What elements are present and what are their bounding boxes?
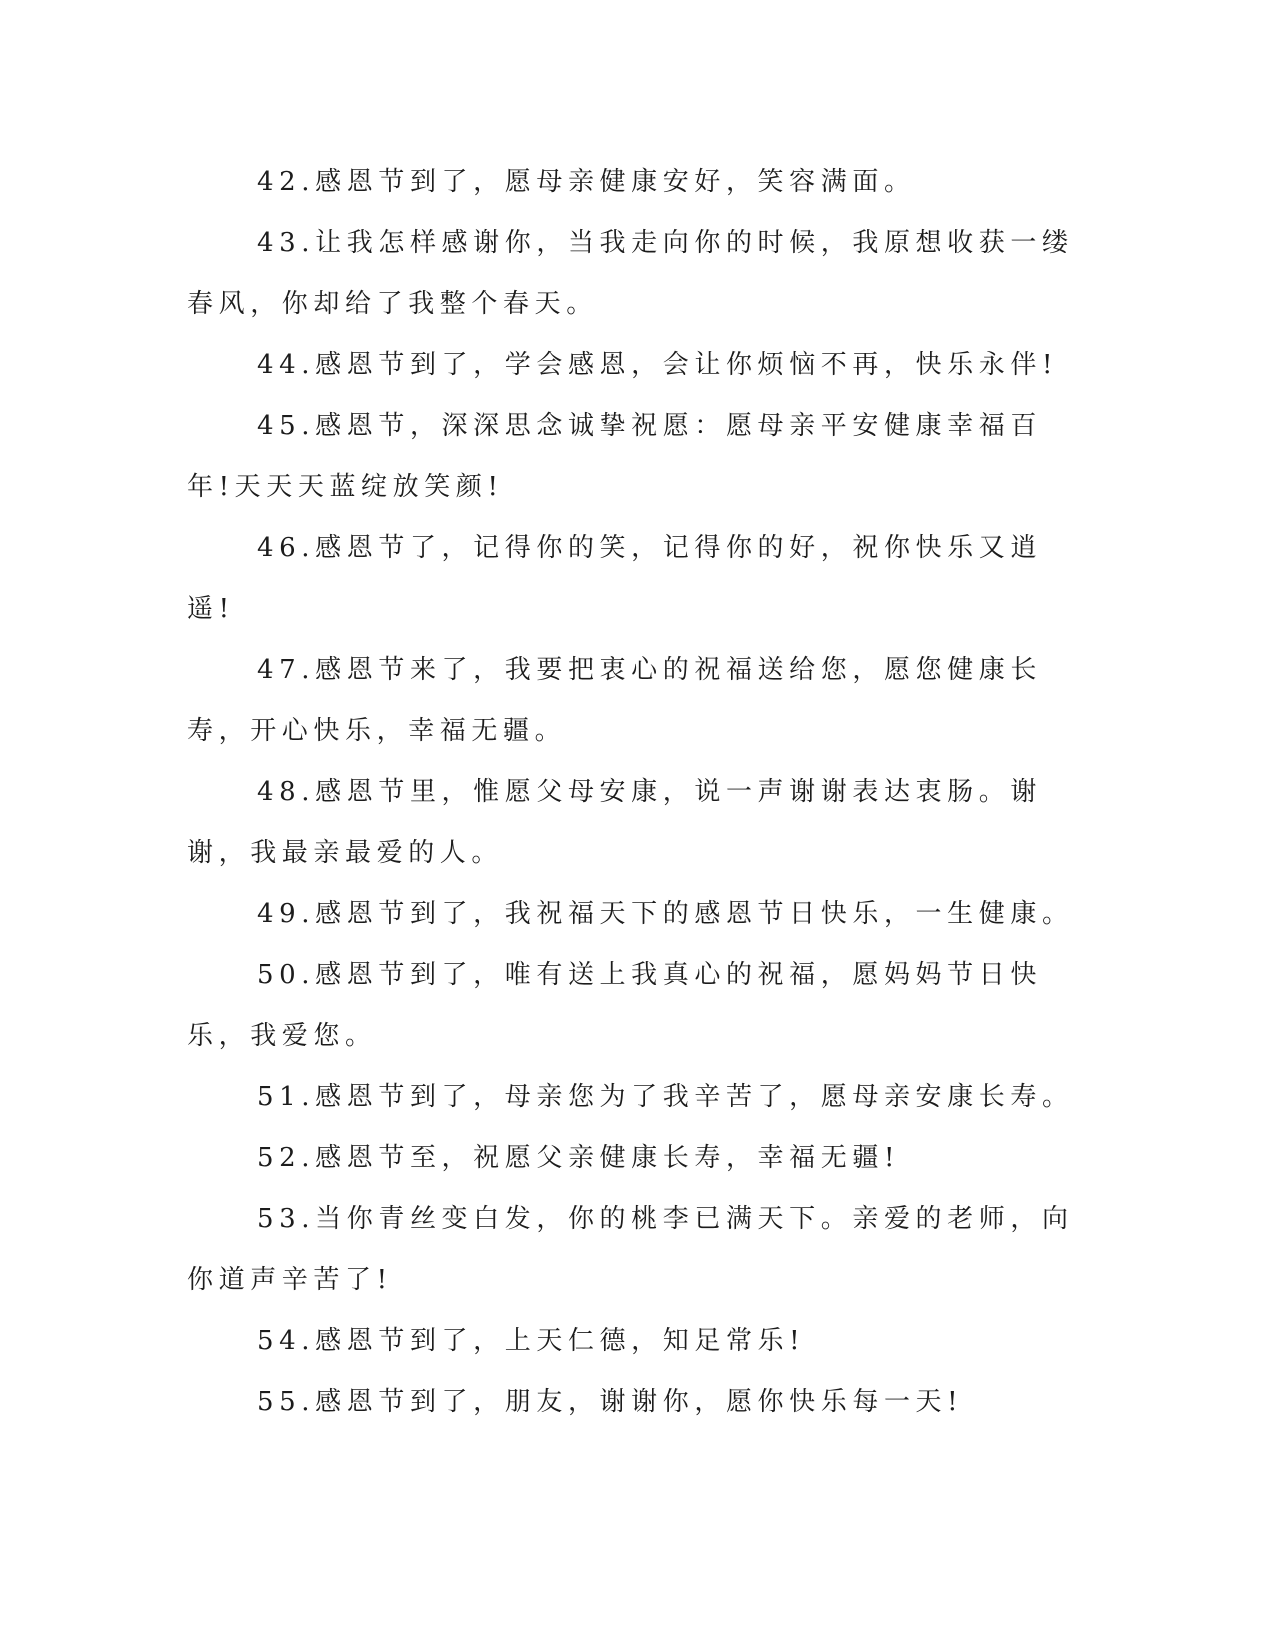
paragraph-47: 47.感恩节来了，我要把衷心的祝福送给您，愿您健康长寿，开心快乐，幸福无疆。 xyxy=(187,655,1042,746)
paragraph-44: 44.感恩节到了，学会感恩，会让你烦恼不再，快乐永伴! xyxy=(257,350,1058,380)
paragraph-52: 52.感恩节至，祝愿父亲健康长寿，幸福无疆! xyxy=(257,1143,900,1173)
document-body xyxy=(187,152,1079,1433)
paragraph-43: 43.让我怎样感谢你，当我走向你的时候，我原想收获一缕春风，你却给了我整个春天。 xyxy=(187,228,1074,319)
paragraph-53: 53.当你青丝变白发，你的桃李已满天下。亲爱的老师，向你道声辛苦了! xyxy=(187,1204,1074,1295)
paragraph-46: 46.感恩节了，记得你的笑，记得你的好，祝你快乐又逍遥! xyxy=(187,533,1042,624)
paragraph-45: 45.感恩节，深深思念诚挚祝愿：愿母亲平安健康幸福百年!天天天蓝绽放笑颜! xyxy=(187,411,1042,502)
paragraph-51: 51.感恩节到了，母亲您为了我辛苦了，愿母亲安康长寿。 xyxy=(257,1082,1074,1112)
paragraph-54: 54.感恩节到了，上天仁德，知足常乐! xyxy=(257,1326,806,1356)
paragraph-50: 50.感恩节到了，唯有送上我真心的祝福，愿妈妈节日快乐，我爱您。 xyxy=(187,960,1042,1051)
paragraph-55: 55.感恩节到了，朋友，谢谢你，愿你快乐每一天! xyxy=(257,1387,964,1417)
paragraph-48: 48.感恩节里，惟愿父母安康，说一声谢谢表达衷肠。谢谢，我最亲最爱的人。 xyxy=(187,777,1042,868)
paragraph-49: 49.感恩节到了，我祝福天下的感恩节日快乐，一生健康。 xyxy=(257,899,1074,929)
paragraph-42: 42.感恩节到了，愿母亲健康安好，笑容满面。 xyxy=(257,167,916,197)
